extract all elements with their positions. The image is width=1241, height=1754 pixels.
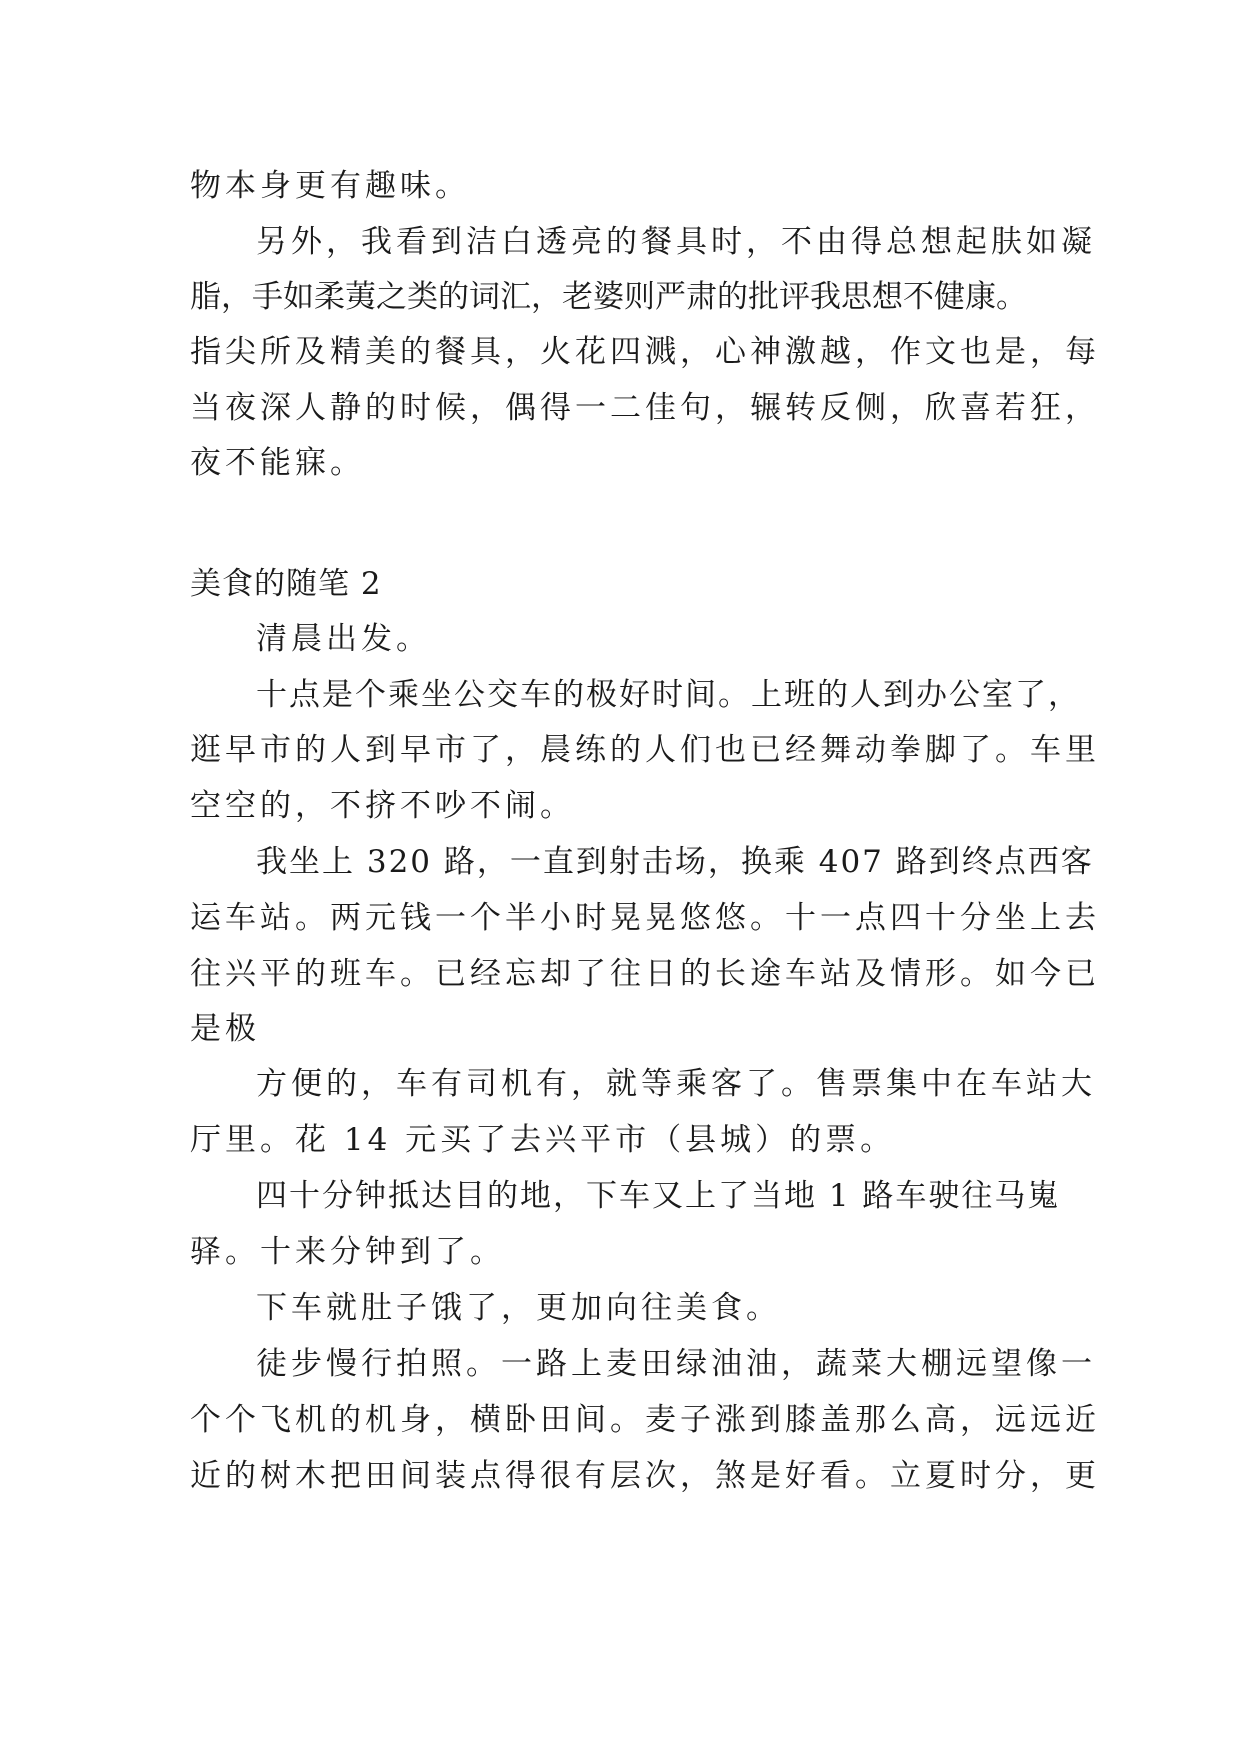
paragraph-line: 当夜深人静的时候，偶得一二佳句，辗转反侧，欣喜若狂， xyxy=(190,390,1100,426)
paragraph-line: 物本身更有趣味。 xyxy=(190,168,470,204)
paragraph-line: 另外，我看到洁白透亮的餐具时，不由得总想起肤如凝 xyxy=(256,224,1096,260)
section-heading: 美食的随笔 2 xyxy=(190,566,382,602)
paragraph-line: 我坐上 320 路，一直到射击场，换乘 407 路到终点西客 xyxy=(256,844,1094,880)
paragraph-line: 夜不能寐。 xyxy=(190,445,365,481)
paragraph-line: 指尖所及精美的餐具，火花四溅，心神激越，作文也是，每 xyxy=(190,334,1100,370)
paragraph-line: 近的树木把田间装点得很有层次，煞是好看。立夏时分，更 xyxy=(190,1458,1100,1494)
paragraph-line: 空空的，不挤不吵不闹。 xyxy=(190,788,575,824)
paragraph-line: 脂，手如柔荑之类的词汇，老婆则严肃的批评我思想不健康。 xyxy=(190,279,1027,315)
paragraph-line: 是极 xyxy=(190,1011,260,1047)
paragraph-line: 驿。十来分钟到了。 xyxy=(190,1234,505,1270)
paragraph-line: 个个飞机的机身，横卧田间。麦子涨到膝盖那么高，远远近 xyxy=(190,1402,1100,1438)
paragraph-line: 方便的，车有司机有，就等乘客了。售票集中在车站大 xyxy=(256,1066,1096,1102)
paragraph-line: 逛早市的人到早市了，晨练的人们也已经舞动拳脚了。车里 xyxy=(190,732,1100,768)
paragraph-line: 清晨出发。 xyxy=(256,621,431,657)
paragraph-line: 四十分钟抵达目的地，下车又上了当地 1 路车驶往马嵬 xyxy=(256,1178,1061,1214)
paragraph-line: 运车站。两元钱一个半小时晃晃悠悠。十一点四十分坐上去 xyxy=(190,900,1100,936)
paragraph-line: 十点是个乘坐公交车的极好时间。上班的人到办公室了， xyxy=(256,677,1081,713)
paragraph-line: 下车就肚子饿了，更加向往美食。 xyxy=(256,1290,781,1326)
paragraph-line: 往兴平的班车。已经忘却了往日的长途车站及情形。如今已 xyxy=(190,956,1100,992)
paragraph-line: 徒步慢行拍照。一路上麦田绿油油，蔬菜大棚远望像一 xyxy=(256,1346,1096,1382)
paragraph-line: 厅里。花 14 元买了去兴平市（县城）的票。 xyxy=(190,1122,896,1158)
